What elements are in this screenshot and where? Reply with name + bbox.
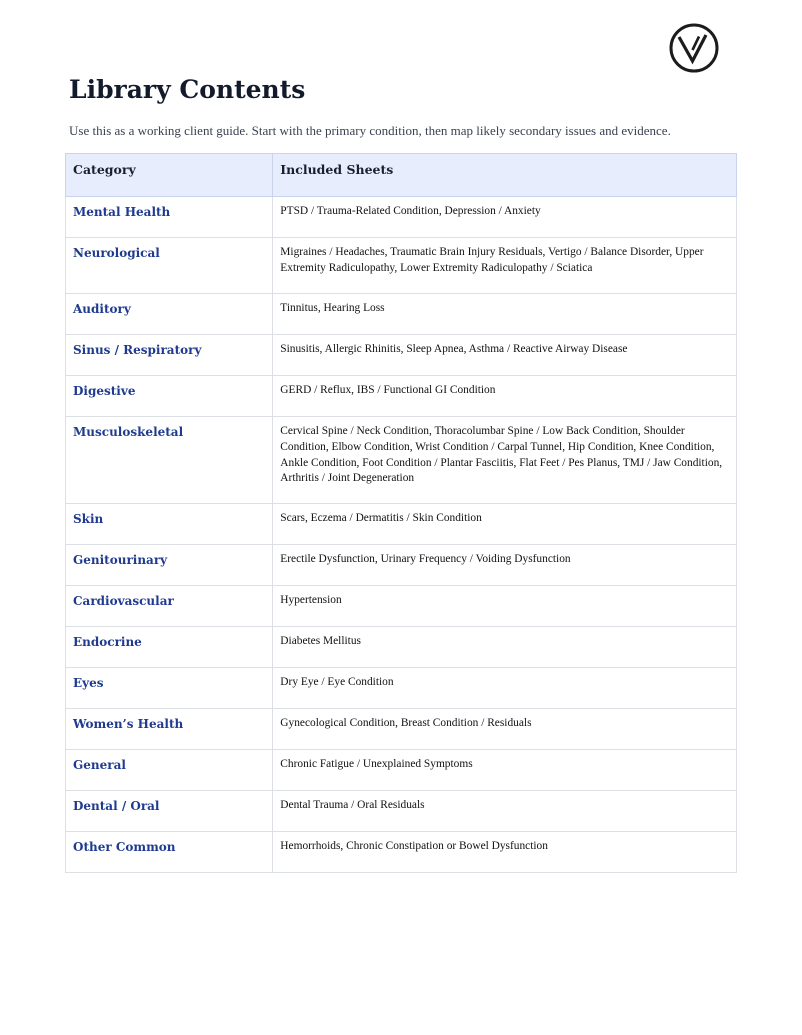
category-label: Auditory xyxy=(73,302,131,316)
table-row xyxy=(66,545,737,586)
sheets-text: Hemorrhoids, Chronic Constipation or Bowel Dysfunction xyxy=(280,840,548,852)
sheets-cell xyxy=(273,709,737,750)
category-label: Women’s Health xyxy=(73,717,184,731)
sheets-text: Chronic Fatigue / Unexplained Symptoms xyxy=(280,758,473,770)
category-cell xyxy=(66,294,273,335)
category-label: Sinus / Respiratory xyxy=(73,343,202,357)
sheets-cell xyxy=(273,545,737,586)
sheets-text: Gynecological Condition, Breast Condition / Residuals xyxy=(280,717,532,729)
table-row xyxy=(66,750,737,791)
category-cell xyxy=(66,832,273,873)
v-circle-logo-icon xyxy=(668,22,720,74)
sheets-text: Dental Trauma / Oral Residuals xyxy=(280,799,425,811)
category-cell xyxy=(66,417,273,504)
sheets-cell xyxy=(273,586,737,627)
table-row xyxy=(66,294,737,335)
sheets-cell xyxy=(273,504,737,545)
sheets-cell xyxy=(273,750,737,791)
sheets-text: GERD / Reflux, IBS / Functional GI Condition xyxy=(280,384,496,396)
table-row xyxy=(66,376,737,417)
sheets-text: Sinusitis, Allergic Rhinitis, Sleep Apnea, Asthma / Reactive Airway Disease xyxy=(280,343,628,355)
table-row xyxy=(66,709,737,750)
sheets-cell xyxy=(273,294,737,335)
table-row xyxy=(66,627,737,668)
category-cell xyxy=(66,750,273,791)
sheets-text: Migraines / Headaches, Traumatic Brain Injury Residuals, Vertigo / Balance Disorder, Upper Extremity Radiculopathy, Lower Extremity Radiculopathy / Sciatica xyxy=(280,246,704,274)
sheets-text: PTSD / Trauma-Related Condition, Depression / Anxiety xyxy=(280,205,541,217)
category-label: Cardiovascular xyxy=(73,594,174,608)
category-cell xyxy=(66,709,273,750)
header-included-sheets-label: Included Sheets xyxy=(280,162,394,177)
category-cell xyxy=(66,791,273,832)
table-row xyxy=(66,238,737,294)
category-label: General xyxy=(73,758,126,772)
category-cell xyxy=(66,376,273,417)
header-category-label: Category xyxy=(73,162,136,177)
category-cell xyxy=(66,197,273,238)
category-cell xyxy=(66,586,273,627)
table-header-row xyxy=(66,154,737,197)
category-cell xyxy=(66,627,273,668)
category-label: Skin xyxy=(73,512,104,526)
sheets-cell xyxy=(273,832,737,873)
category-label: Neurological xyxy=(73,246,160,260)
sheets-cell xyxy=(273,376,737,417)
sheets-text: Diabetes Mellitus xyxy=(280,635,361,647)
sheets-cell xyxy=(273,668,737,709)
category-label: Other Common xyxy=(73,840,176,854)
table-row xyxy=(66,668,737,709)
sheets-text: Hypertension xyxy=(280,594,342,606)
category-cell xyxy=(66,545,273,586)
sheets-cell xyxy=(273,238,737,294)
category-label: Digestive xyxy=(73,384,136,398)
category-label: Mental Health xyxy=(73,205,171,219)
category-label: Dental / Oral xyxy=(73,799,160,813)
page-title: Library Contents xyxy=(69,75,306,104)
sheets-cell xyxy=(273,791,737,832)
category-cell xyxy=(66,238,273,294)
header-category xyxy=(66,154,273,197)
sheets-cell xyxy=(273,335,737,376)
category-label: Endocrine xyxy=(73,635,142,649)
category-label: Musculoskeletal xyxy=(73,425,184,439)
sheets-cell xyxy=(273,627,737,668)
intro-text: Use this as a working client guide. Start with the primary condition, then map likely secondary issues and evidence. xyxy=(69,123,671,138)
category-cell xyxy=(66,504,273,545)
sheets-text: Scars, Eczema / Dermatitis / Skin Condition xyxy=(280,512,482,524)
table-row xyxy=(66,586,737,627)
sheets-text: Dry Eye / Eye Condition xyxy=(280,676,394,688)
table-row xyxy=(66,335,737,376)
sheets-text: Cervical Spine / Neck Condition, Thoracolumbar Spine / Low Back Condition, Shoulder Condition, Elbow Condition, Wrist Condition / Carpal Tunnel, Hip Condition, Knee Condition, Ankle Condition, Foot Condition / Plantar Fasciitis, Flat Feet / Pes Planus, TMJ / Jaw Condition, Arthritis / Joint Degeneration xyxy=(280,425,723,485)
library-contents-table xyxy=(65,153,737,873)
table-row xyxy=(66,832,737,873)
sheets-text: Tinnitus, Hearing Loss xyxy=(280,302,385,314)
sheets-cell xyxy=(273,417,737,504)
table-row xyxy=(66,417,737,504)
category-label: Eyes xyxy=(73,676,104,690)
category-cell xyxy=(66,335,273,376)
table-row xyxy=(66,504,737,545)
sheets-text: Erectile Dysfunction, Urinary Frequency / Voiding Dysfunction xyxy=(280,553,571,565)
sheets-cell xyxy=(273,197,737,238)
table-row xyxy=(66,791,737,832)
category-cell xyxy=(66,668,273,709)
category-label: Genitourinary xyxy=(73,553,168,567)
header-included-sheets xyxy=(273,154,737,197)
table-row xyxy=(66,197,737,238)
